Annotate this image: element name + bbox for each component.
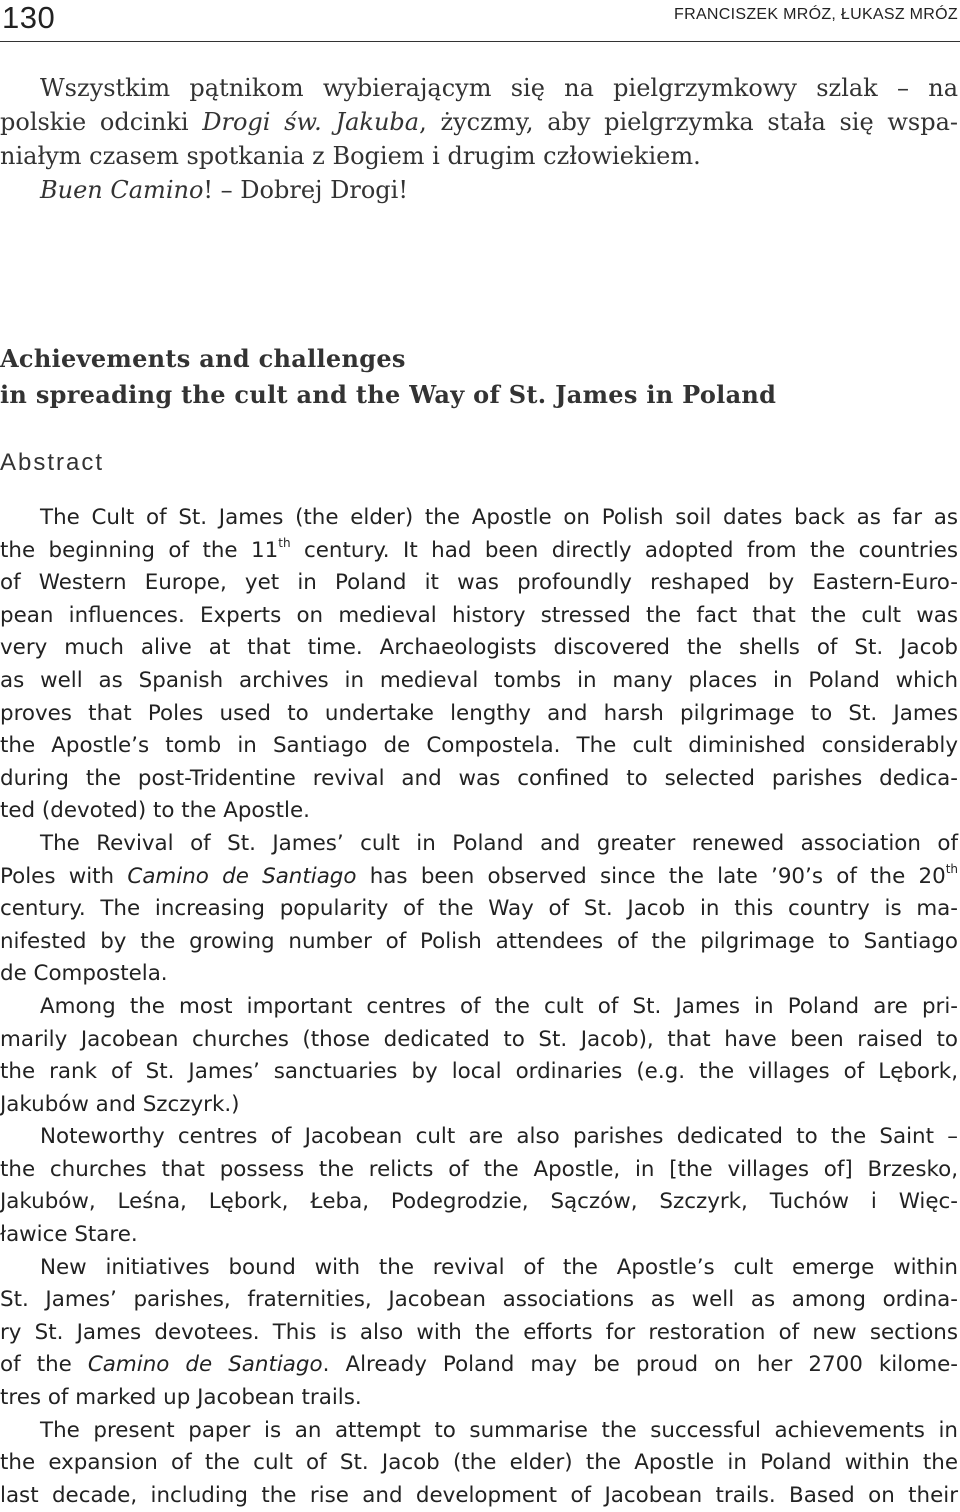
text-line: New initiatives bound with the revival of the Apostle’s cult emerge within (40, 1254, 958, 1280)
text-line: The present paper is an attempt to summarise the successful achievements in (40, 1417, 958, 1443)
text-line: Noteworthy centres of Jacobean cult are also parishes dedicated to the Saint – (40, 1124, 958, 1150)
abstract-heading: Abstract (0, 449, 105, 476)
text-line: ted (devoted) to the Apostle. (0, 798, 310, 824)
title-line-2: in spreading the cult and the Way of St. James in Poland (0, 380, 777, 409)
italic-term: Buen Camino (40, 176, 204, 204)
title-line-1: Achievements and challenges (0, 344, 406, 373)
text-line: the Apostle’s tomb in Santiago de Compostela. The cult diminished considerably (0, 733, 958, 759)
text-line: ławice Stare. (0, 1222, 138, 1248)
text-line: pean influences. Experts on medieval history stressed the fact that the cult was (0, 602, 958, 628)
text-line: The Revival of St. James’ cult in Poland and greater renewed association of (40, 830, 958, 856)
page-header (0, 0, 960, 42)
italic-term: Drogi św. Jakuba (202, 108, 420, 136)
superscript: th (945, 861, 959, 876)
intro-line: niałym czasem spotkania z Bogiem i drugim człowiekiem. (0, 142, 701, 170)
text-line: St. James’ parishes, fraternities, Jacobean associations as well as among ordina- (0, 1287, 958, 1313)
italic-term: Camino de Santiago (127, 863, 357, 889)
text-line: proves that Poles used to undertake lengthy and harsh pilgrimage to St. James (0, 700, 958, 726)
text-line: Poles with Camino de Santiago has been observed since the late ’90’s of the 20th (0, 861, 959, 889)
paragraph (0, 991, 958, 1121)
header-rule (0, 41, 960, 42)
text-line: the expansion of the cult of St. Jacob (the elder) the Apostle in Poland within the (0, 1450, 958, 1476)
abstract-body (0, 502, 958, 1512)
paragraph (0, 1252, 958, 1415)
italic-term: Camino de Santiago (87, 1352, 323, 1378)
text-line: ry St. James devotees. This is also with the efforts for restoration of new sections (0, 1319, 958, 1345)
text-line: the churches that possess the relicts of the Apostle, in [the villages of] Brzesko, (0, 1156, 958, 1182)
running-head-authors: FRANCISZEK MRÓZ, ŁUKASZ MRÓZ (674, 6, 958, 23)
text-line: last decade, including the rise and development of Jacobean trails. Based on their (0, 1482, 958, 1508)
text-line: Jakubów, Leśna, Lębork, Łeba, Podegrodzie, Sączów, Szczyrk, Tuchów i Więc- (0, 1189, 958, 1215)
text-line: Among the most important centres of the cult of St. James in Poland are pri- (40, 993, 958, 1019)
text-line: century. The increasing popularity of the Way of St. Jacob in this country is ma- (0, 896, 958, 922)
text-line: The Cult of St. James (the elder) the Apostle on Polish soil dates back as far as (40, 505, 958, 530)
text-line: marily Jacobean churches (those dedicated to St. Jacob), that have been raised to (0, 1026, 958, 1052)
text-line: de Compostela. (0, 961, 168, 987)
paragraph (0, 828, 958, 991)
section-title (0, 341, 776, 413)
text-line: very much alive at that time. Archaeologists discovered the shells of St. Jacob (0, 635, 958, 661)
text-line: nifested by the growing number of Polish attendees of the pilgrimage to Santiago (0, 928, 958, 954)
paragraph (0, 1415, 958, 1512)
intro-line: Buen Camino! – Dobrej Drogi! (40, 176, 408, 204)
paragraph (0, 502, 958, 828)
intro-line: polskie odcinki Drogi św. Jakuba, życzmy, aby pielgrzymka stała się wspa- (0, 108, 959, 136)
text-line: Jakubów and Szczyrk.) (0, 1091, 240, 1117)
text-line: the beginning of the 11th century. It had been directly adopted from the countries (0, 535, 958, 563)
text-line: tres of marked up Jacobean trails. (0, 1385, 362, 1411)
page-number: 130 (2, 0, 56, 35)
superscript: th (278, 535, 291, 550)
text-line: during the post-Tridentine revival and was confined to selected parishes dedica- (0, 765, 958, 791)
text-line: of the Camino de Santiago. Already Poland may be proud on her 2700 kilome- (0, 1352, 958, 1378)
text-line: of Western Europe, yet in Poland it was profoundly reshaped by Eastern-Euro- (0, 570, 958, 596)
text-line: as well as Spanish archives in medieval tombs in many places in Poland which (0, 667, 958, 693)
intro-paragraph (0, 71, 958, 207)
paragraph (0, 1121, 958, 1251)
intro-line: Wszystkim pątnikom wybierającym się na pielgrzymkowy szlak – na (40, 74, 958, 102)
text-line: the rank of St. James’ sanctuaries by local ordinaries (e.g. the villages of Lębork, (0, 1059, 958, 1085)
